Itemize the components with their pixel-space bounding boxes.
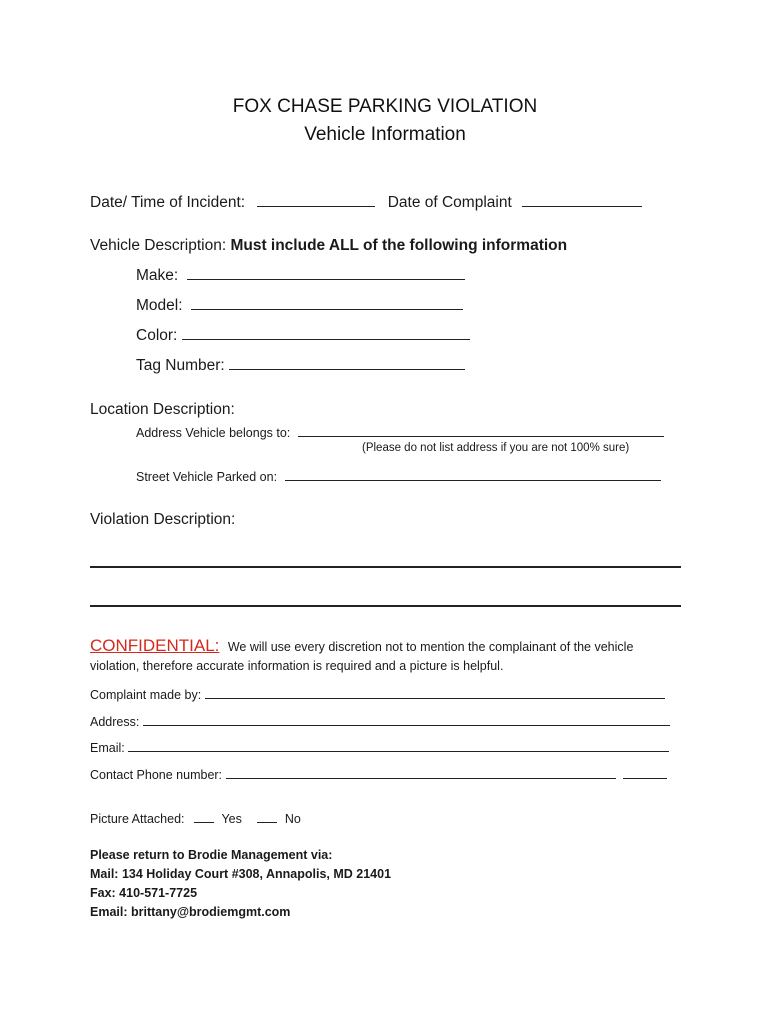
picture-yes-label: Yes [221,812,242,826]
make-label: Make: [136,267,179,284]
return-fax: Fax: 410-571-7725 [90,886,198,900]
model-row [136,296,463,315]
confidential-row [90,636,633,656]
picture-attached-row [90,809,301,826]
color-row [136,326,470,345]
picture-yes-field[interactable] [194,809,214,823]
model-field[interactable] [191,296,463,310]
street-parked-label: Street Vehicle Parked on: [136,470,278,484]
color-label: Color: [136,327,178,344]
tag-number-field[interactable] [229,356,465,370]
complaint-by-row [90,685,665,702]
tag-number-row [136,356,465,375]
vehicle-description-row [90,237,567,255]
contact-phone-ext-field[interactable] [623,765,667,779]
complainant-email-row [90,738,669,755]
street-parked-row [136,467,661,484]
violation-line-1[interactable] [90,566,681,568]
address-note: (Please do not list address if you are not 100% sure) [362,442,630,454]
contact-phone-label: Contact Phone number: [90,768,223,782]
picture-no-field[interactable] [257,809,277,823]
violation-line-2[interactable] [90,605,681,607]
complainant-email-field[interactable] [128,738,669,752]
make-field[interactable] [187,266,465,280]
picture-no-label: No [284,812,301,826]
contact-phone-row [90,765,667,782]
vehicle-requirement-note: Must include ALL of the following information [230,237,568,254]
complainant-address-field[interactable] [143,712,670,726]
violation-section-label: Violation Description: [90,511,236,528]
return-email: Email: brittany@brodiemgmt.com [90,905,291,919]
address-belongs-field[interactable] [298,423,664,437]
address-belongs-label: Address Vehicle belongs to: [136,426,291,440]
vehicle-description-label: Vehicle Description: [90,237,227,254]
make-row [136,266,465,285]
model-label: Model: [136,297,183,314]
return-mail: Mail: 134 Holiday Court #308, Annapolis, MD 21401 [90,867,392,881]
form-title: FOX CHASE PARKING VIOLATION [232,96,538,117]
date-time-label: Date/ Time of Incident: [90,194,246,211]
street-parked-field[interactable] [285,467,661,481]
confidential-text-line2: violation, therefore accurate information is required and a picture is helpful. [90,659,504,673]
date-time-row [90,193,642,212]
tag-number-label: Tag Number: [136,357,225,374]
color-field[interactable] [182,326,470,340]
complaint-date-field[interactable] [522,193,642,207]
confidential-heading: CONFIDENTIAL: [90,636,220,655]
complaint-by-field[interactable] [205,685,665,699]
date-time-field[interactable] [257,193,375,207]
confidential-text-line1: We will use every discretion not to mention the complainant of the vehicle [227,640,634,654]
complaint-date-label: Date of Complaint [387,194,512,211]
address-belongs-row [136,423,664,440]
complainant-address-row [90,712,670,729]
picture-attached-label: Picture Attached: [90,812,185,826]
complaint-by-label: Complaint made by: [90,688,202,702]
complainant-email-label: Email: [90,741,125,755]
complainant-address-label: Address: [90,715,140,729]
contact-phone-field[interactable] [226,765,616,779]
location-section-label: Location Description: [90,401,235,418]
return-heading: Please return to Brodie Management via: [90,848,333,862]
form-subtitle: Vehicle Information [304,124,466,145]
